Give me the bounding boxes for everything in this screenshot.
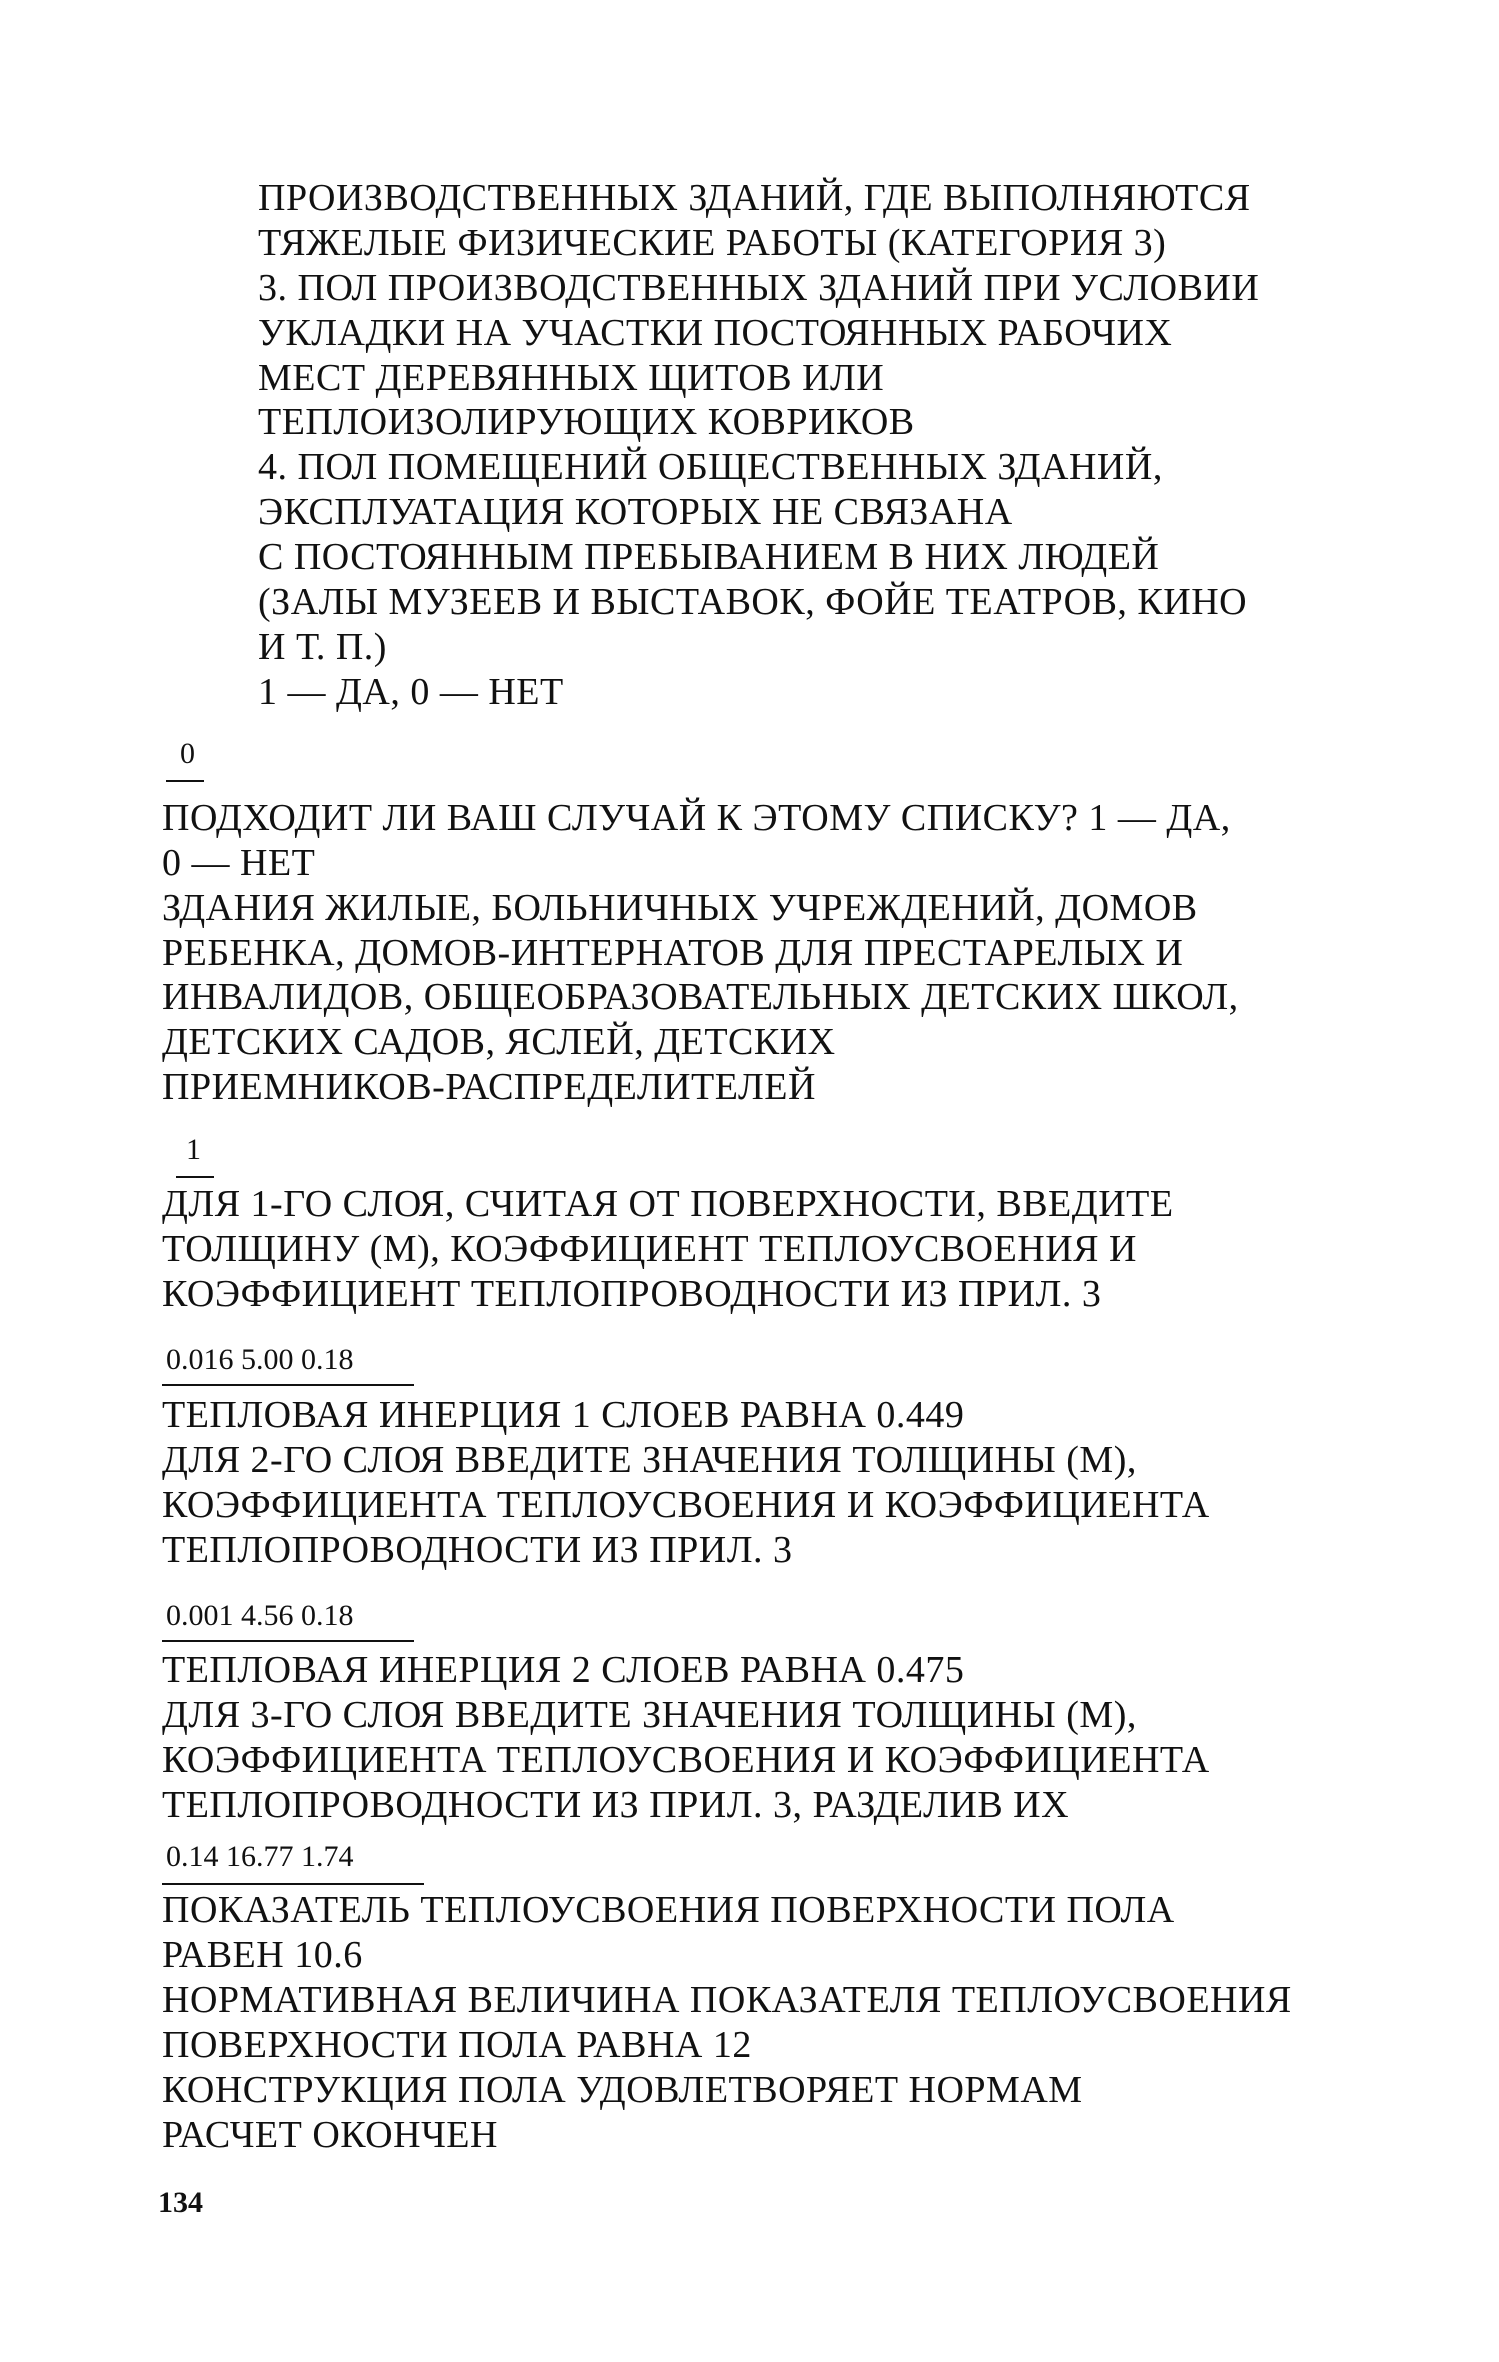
text-line: РАВЕН 10.6 [162,1934,363,1976]
text-line: КОНСТРУКЦИЯ ПОЛА УДОВЛЕТВОРЯЕТ НОРМАМ [162,2069,1083,2111]
text-line: ТЕПЛОПРОВОДНОСТИ ИЗ ПРИЛ. 3 [162,1529,793,1571]
text-line: ДЕТСКИХ САДОВ, ЯСЛЕЙ, ДЕТСКИХ [162,1021,836,1063]
text-line: ДЛЯ 3-ГО СЛОЯ ВВЕДИТЕ ЗНАЧЕНИЯ ТОЛЩИНЫ (М), [162,1694,1137,1736]
text-line: ТЕПЛОПРОВОДНОСТИ ИЗ ПРИЛ. 3, РАЗДЕЛИВ ИХ [162,1784,1070,1826]
text-line: МЕСТ ДЕРЕВЯННЫХ ЩИТОВ ИЛИ [258,357,885,399]
text-line: КОЭФФИЦИЕНТ ТЕПЛОПРОВОДНОСТИ ИЗ ПРИЛ. 3 [162,1273,1102,1315]
text-line: ПОВЕРХНОСТИ ПОЛА РАВНА 12 [162,2024,752,2066]
text-line: ТЕПЛОИЗОЛИРУЮЩИХ КОВРИКОВ [258,401,915,443]
text-line: ЗДАНИЯ ЖИЛЫЕ, БОЛЬНИЧНЫХ УЧРЕЖДЕНИЙ, ДОМОВ [162,887,1198,929]
text-line: ТОЛЩИНУ (М), КОЭФФИЦИЕНТ ТЕПЛОУСВОЕНИЯ И [162,1228,1137,1270]
input-underline [162,1384,414,1386]
input-underline [162,1640,414,1642]
text-line: ТЕПЛОВАЯ ИНЕРЦИЯ 1 СЛОЕВ РАВНА 0.449 [162,1394,965,1436]
text-line: РАСЧЕТ ОКОНЧЕН [162,2114,498,2156]
user-input: 0.016 5.00 0.18 [166,1343,354,1376]
user-input: 0.14 16.77 1.74 [166,1840,354,1873]
input-underline [176,1176,214,1178]
text-line: ТЯЖЕЛЫЕ ФИЗИЧЕСКИЕ РАБОТЫ (КАТЕГОРИЯ 3) [258,222,1167,264]
text-line: 1 — ДА, 0 — НЕТ [258,671,564,713]
user-input: 0.001 4.56 0.18 [166,1599,354,1632]
text-line: ТЕПЛОВАЯ ИНЕРЦИЯ 2 СЛОЕВ РАВНА 0.475 [162,1649,965,1691]
text-line: (ЗАЛЫ МУЗЕЕВ И ВЫСТАВОК, ФОЙЕ ТЕАТРОВ, КИНО [258,581,1248,623]
text-line: ПОДХОДИТ ЛИ ВАШ СЛУЧАЙ К ЭТОМУ СПИСКУ? 1 — ДА, [162,797,1231,839]
text-line: НОРМАТИВНАЯ ВЕЛИЧИНА ПОКАЗАТЕЛЯ ТЕПЛОУСВОЕНИЯ [162,1979,1292,2021]
text-line: 4. ПОЛ ПОМЕЩЕНИЙ ОБЩЕСТВЕННЫХ ЗДАНИЙ, [258,446,1163,488]
text-line: ДЛЯ 1-ГО СЛОЯ, СЧИТАЯ ОТ ПОВЕРХНОСТИ, ВВЕДИТЕ [162,1183,1174,1225]
text-line: 0 — НЕТ [162,842,316,884]
input-underline [166,780,204,782]
text-line: ПРОИЗВОДСТВЕННЫХ ЗДАНИЙ, ГДЕ ВЫПОЛНЯЮТСЯ [258,177,1251,219]
text-line: И Т. П.) [258,626,387,668]
text-line: ИНВАЛИДОВ, ОБЩЕОБРАЗОВАТЕЛЬНЫХ ДЕТСКИХ ШКОЛ, [162,976,1239,1018]
text-line: С ПОСТОЯННЫМ ПРЕБЫВАНИЕМ В НИХ ЛЮДЕЙ [258,536,1160,578]
text-line: ПОКАЗАТЕЛЬ ТЕПЛОУСВОЕНИЯ ПОВЕРХНОСТИ ПОЛА [162,1889,1175,1931]
text-line: КОЭФФИЦИЕНТА ТЕПЛОУСВОЕНИЯ И КОЭФФИЦИЕНТА [162,1739,1210,1781]
input-underline [162,1883,424,1885]
user-input: 1 [186,1133,201,1166]
text-line: КОЭФФИЦИЕНТА ТЕПЛОУСВОЕНИЯ И КОЭФФИЦИЕНТА [162,1484,1210,1526]
text-line: РЕБЕНКА, ДОМОВ-ИНТЕРНАТОВ ДЛЯ ПРЕСТАРЕЛЫХ И [162,932,1184,974]
text-line: УКЛАДКИ НА УЧАСТКИ ПОСТОЯННЫХ РАБОЧИХ [258,312,1173,354]
user-input: 0 [180,737,195,770]
page-number: 134 [158,2186,203,2219]
text-line: 3. ПОЛ ПРОИЗВОДСТВЕННЫХ ЗДАНИЙ ПРИ УСЛОВИИ [258,267,1260,309]
text-line: ДЛЯ 2-ГО СЛОЯ ВВЕДИТЕ ЗНАЧЕНИЯ ТОЛЩИНЫ (М), [162,1439,1137,1481]
text-line: ЭКСПЛУАТАЦИЯ КОТОРЫХ НЕ СВЯЗАНА [258,491,1013,533]
text-line: ПРИЕМНИКОВ-РАСПРЕДЕЛИТЕЛЕЙ [162,1066,816,1108]
